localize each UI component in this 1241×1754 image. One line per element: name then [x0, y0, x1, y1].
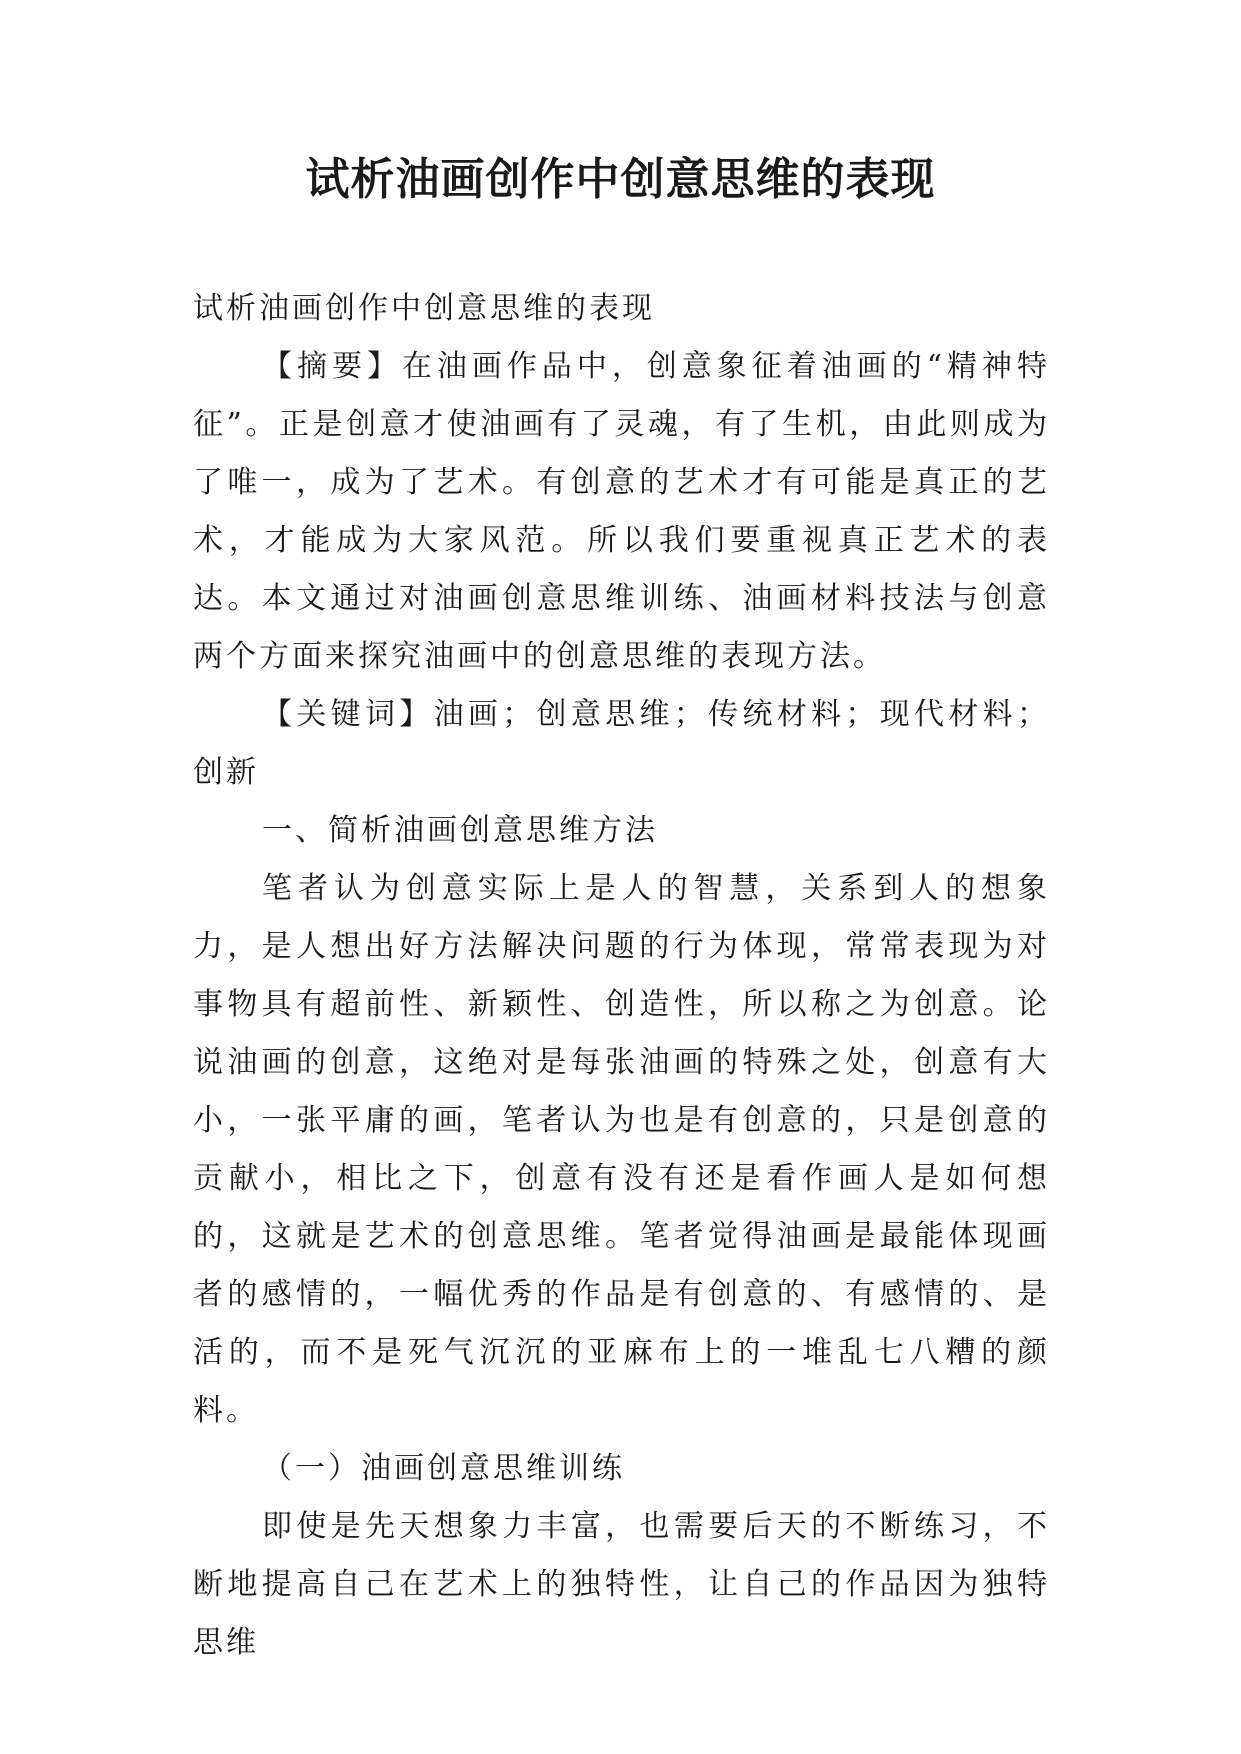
subsection-paragraph: 即使是先天想象力丰富，也需要后天的不断练习，不断地提高自己在艺术上的独特性，让自己的作品因为独特思维 — [193, 1509, 1050, 1660]
section-paragraph: 笔者认为创意实际上是人的智慧，关系到人的想象力，是人想出好方法解决问题的行为体现，常常表现为对事物具有超前性、新颖性、创造性，所以称之为创意。论说油画的创意，这绝对是每张油画的特殊之处，创意有大小，一张平庸的画，笔者认为也是有创意的，只是创意的贡献小，相比之下，创意有没有还是看作画人是如何想的，这就是艺术的创意思维。笔者觉得油画是最能体现画者的感情的，一幅优秀的作品是有创意的、有感情的、是活的，而不是死气沉沉的亚麻布上的一堆乱七八糟的颜料。 — [193, 871, 1050, 1428]
document-body — [193, 280, 1050, 1672]
document-title: 试析油画创作中创意思维的表现 — [305, 154, 936, 205]
subsection-heading: （一）油画创意思维训练 — [262, 1451, 625, 1486]
abstract-paragraph: 【摘要】在油画作品中，创意象征着油画的“精神特征”。正是创意才使油画有了灵魂，有了生机，由此则成为了唯一，成为了艺术。有创意的艺术才有可能是真正的艺术，才能成为大家风范。所以我们要重视真正艺术的表达。本文通过对油画创意思维训练、油画材料技法与创意两个方面来探究油画中的创意思维的表现方法。 — [193, 349, 1050, 674]
section-heading: 一、简析油画创意思维方法 — [262, 813, 658, 848]
subtitle-line: 试析油画创作中创意思维的表现 — [193, 291, 655, 326]
keywords-paragraph: 【关键词】油画；创意思维；传统材料；现代材料；创新 — [193, 697, 1050, 790]
